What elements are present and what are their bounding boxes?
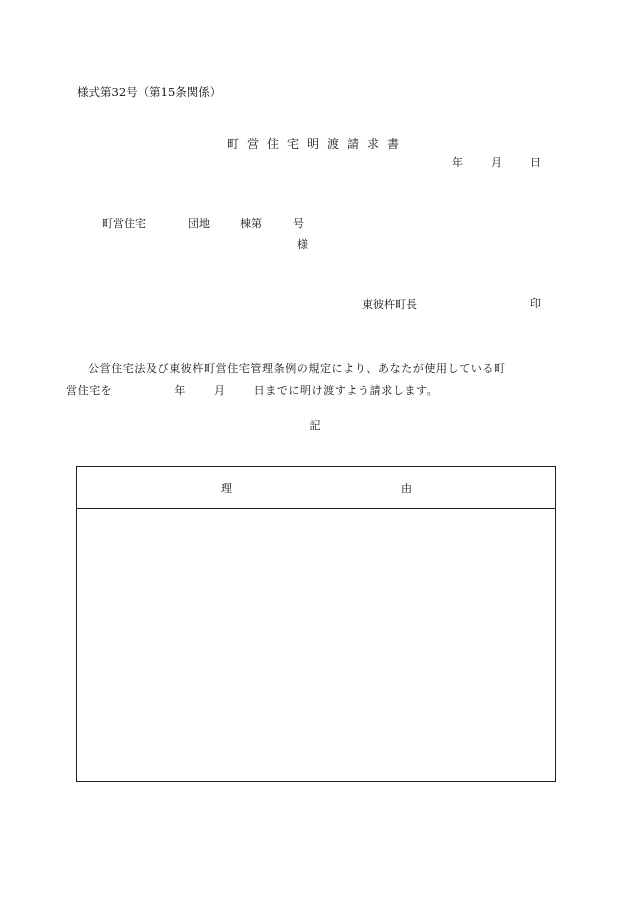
body-line-1: 公営住宅法及び東彼杵町営住宅管理条例の規定により、あなたが使用している町 <box>88 362 506 375</box>
ki-heading: 記 <box>309 419 321 432</box>
seal-mark: 印 <box>530 297 541 310</box>
body-month-label: 月 <box>214 384 226 397</box>
recipient-address <box>102 218 304 229</box>
address-estate-label: 団地 <box>188 217 210 230</box>
address-building-label: 棟第 <box>240 217 262 230</box>
reason-header-left: 理 <box>221 482 232 495</box>
reason-table-header <box>77 467 555 509</box>
address-number-label: 号 <box>293 217 304 230</box>
reason-header-right: 由 <box>401 482 412 495</box>
date-month-label: 月 <box>491 156 502 169</box>
form-number: 様式第32号（第15条関係） <box>77 85 222 99</box>
address-housing-label: 町営住宅 <box>102 217 146 230</box>
body-line-2-end: 日までに明け渡すよう請求します。 <box>253 384 439 397</box>
document-title: 町営住宅明渡請求書 <box>226 137 407 151</box>
date-line <box>452 157 541 168</box>
reason-entry-area[interactable] <box>77 509 555 781</box>
date-year-label: 年 <box>452 156 463 169</box>
date-day-label: 日 <box>530 156 541 169</box>
request-body-text <box>66 358 557 402</box>
body-year-label: 年 <box>174 384 187 397</box>
reason-table <box>76 466 556 782</box>
issuer-name: 東彼杵町長 <box>362 298 417 311</box>
body-line-2-start: 営住宅を <box>66 384 113 397</box>
recipient-honorific: 様 <box>297 238 308 251</box>
